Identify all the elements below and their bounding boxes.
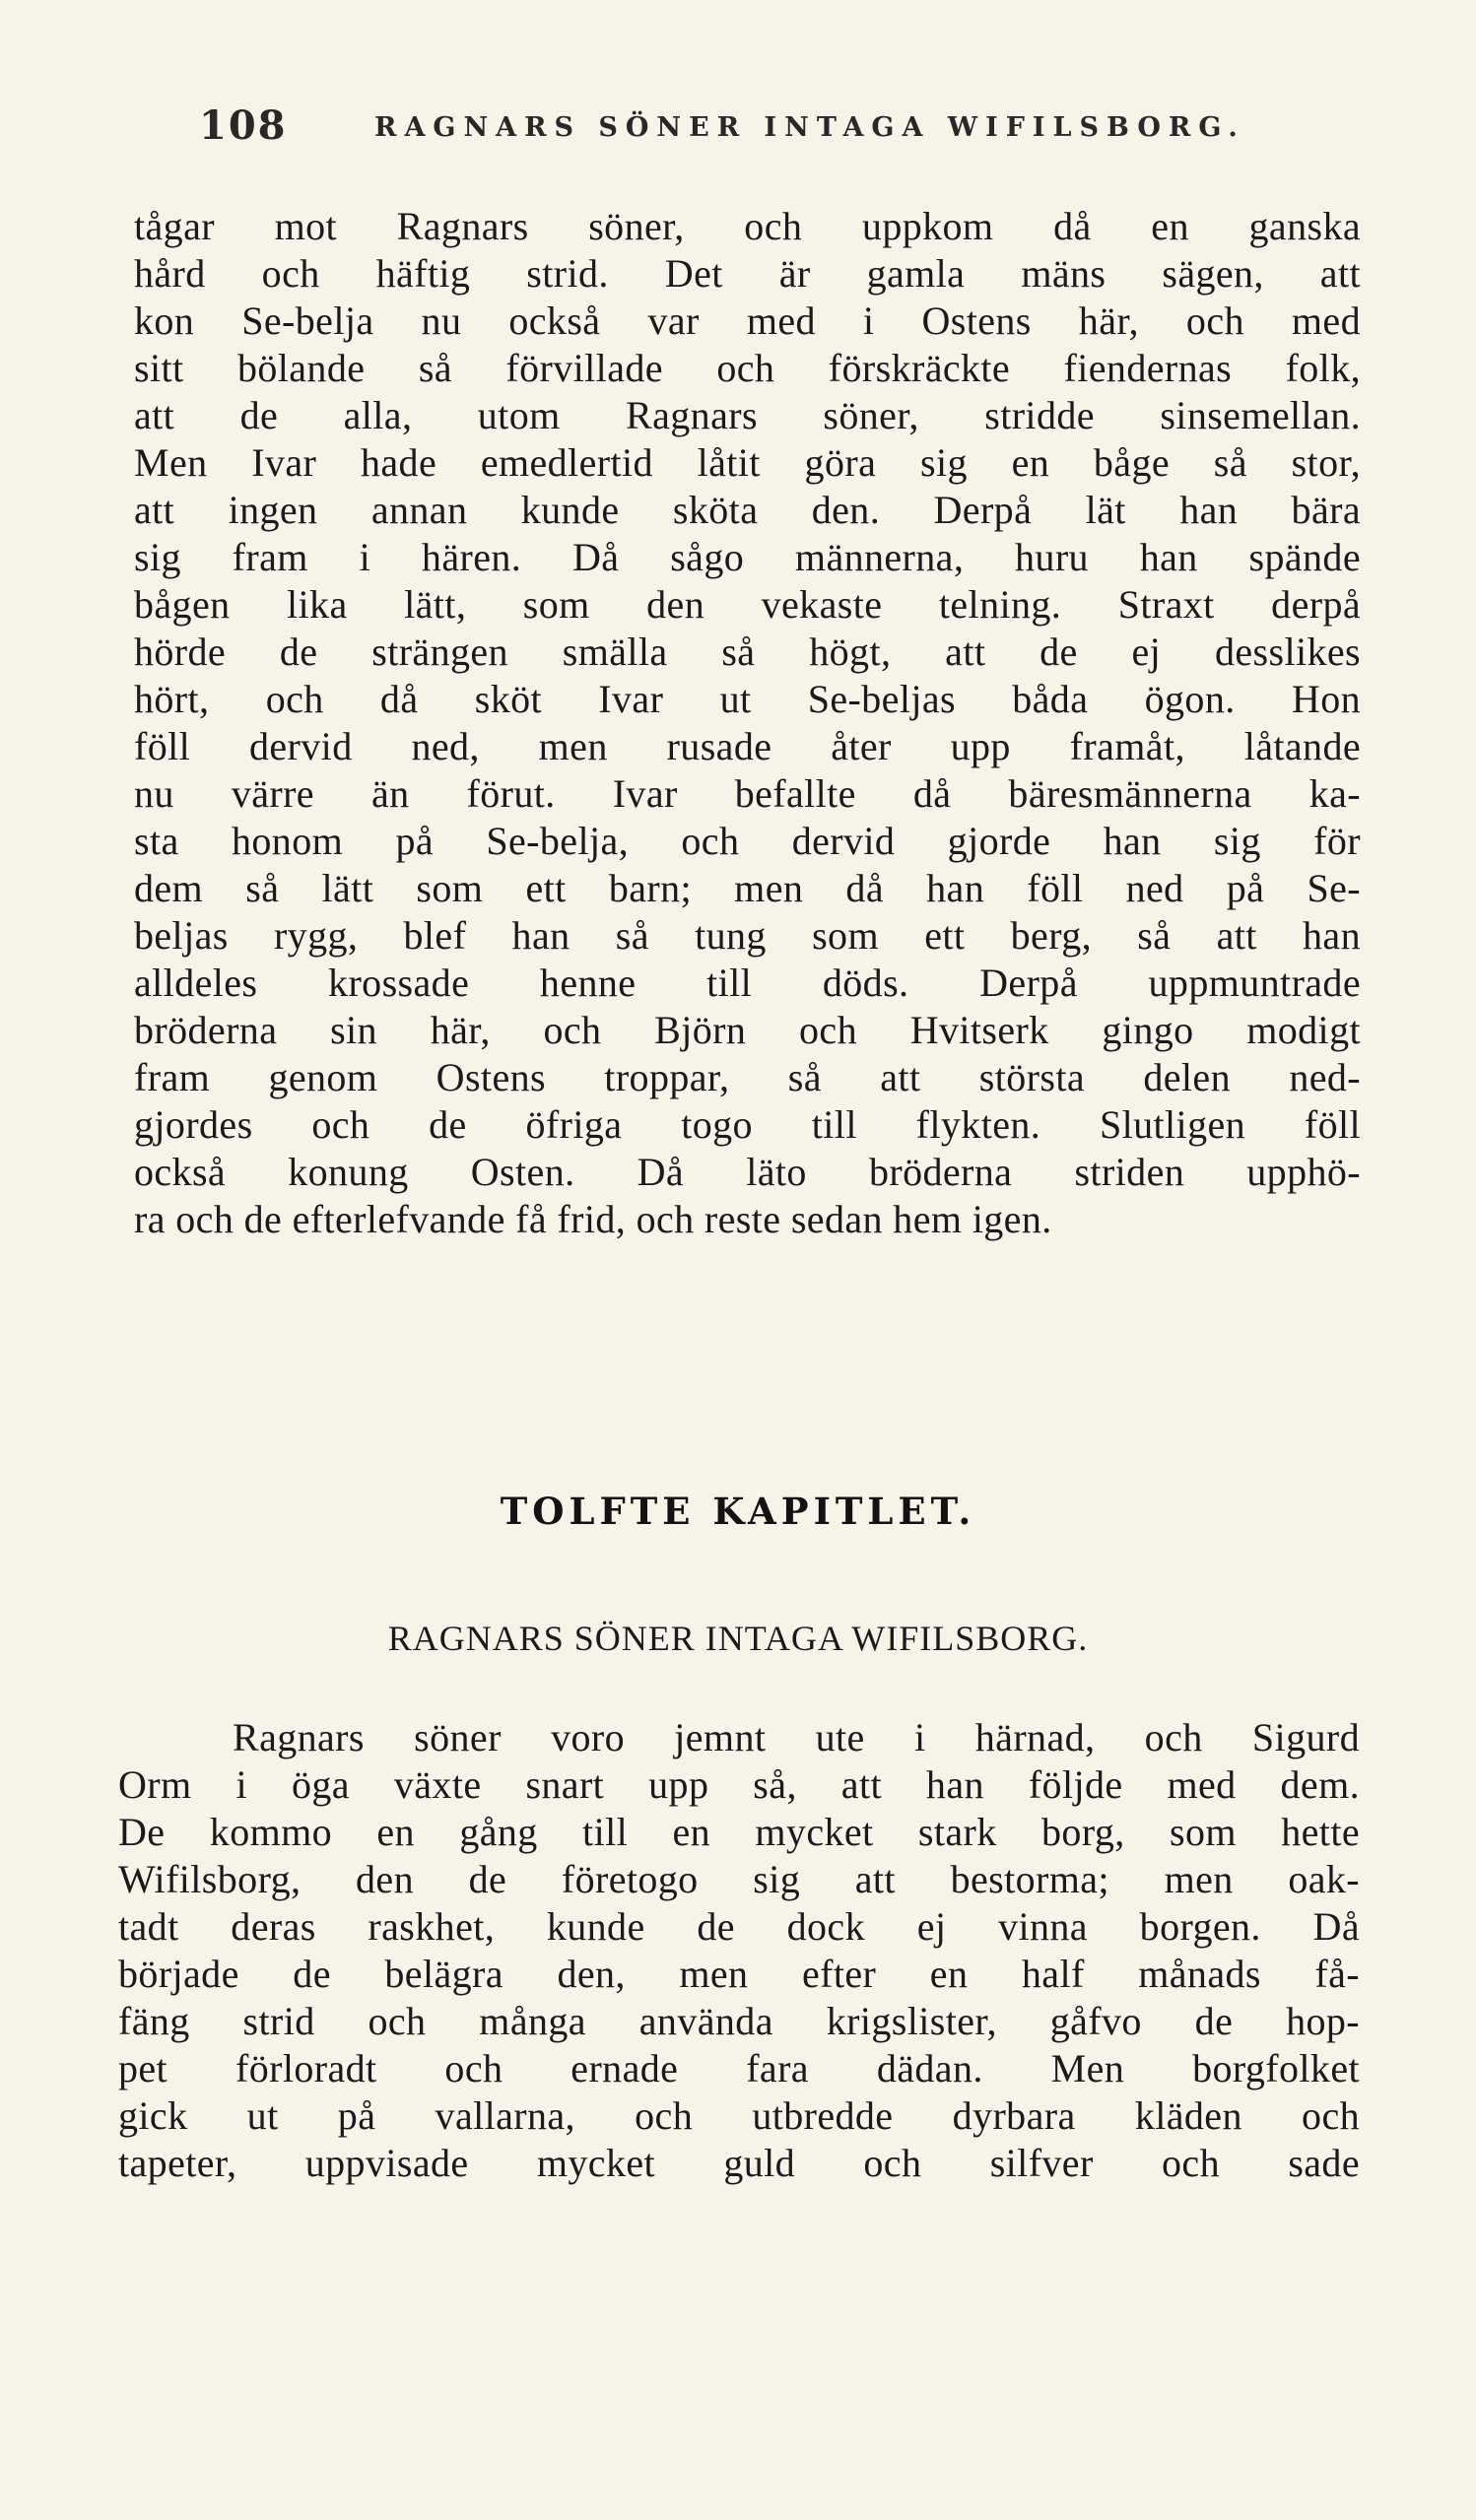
text-line: sta honom på Se-belja, och dervid gjorde han sig för	[134, 819, 1361, 863]
running-head: RAGNARS SÖNER INTAGA WIFILSBORG.	[374, 112, 1245, 143]
text-line: kon Se-belja nu också var med i Ostens här, och med	[134, 298, 1361, 343]
paragraph-2	[118, 1714, 1360, 2187]
page-header	[197, 102, 1360, 162]
text-line: tadt deras raskhet, kunde de dock ej vinna borgen. Då	[118, 1904, 1360, 1949]
text-line: bågen lika lätt, som den vekaste telning. Straxt derpå	[134, 582, 1361, 627]
text-line: började de belägra den, men efter en half månads få-	[118, 1952, 1360, 1996]
text-line: dem så lätt som ett barn; men då han föll ned på Se-	[134, 866, 1361, 910]
text-line: också konung Osten. Då läto bröderna striden upphö-	[134, 1150, 1361, 1194]
text-line: sitt bölande så förvillade och förskräckte fiendernas folk,	[134, 346, 1361, 390]
text-line: fram genom Ostens troppar, så att största delen ned-	[134, 1055, 1361, 1099]
text-line: gjordes och de öfriga togo till flykten. Slutligen föll	[134, 1102, 1361, 1147]
text-line: gick ut på vallarna, och utbredde dyrbara kläden och	[118, 2093, 1360, 2138]
text-line: tågar mot Ragnars söner, och uppkom då en ganska	[134, 204, 1361, 248]
text-line: pet förloradt och ernade fara dädan. Men borgfolket	[118, 2046, 1360, 2090]
paragraph-1	[134, 203, 1361, 1243]
text-line: De kommo en gång till en mycket stark borg, som hette	[118, 1810, 1360, 1854]
text-line: hörde de strängen smälla så högt, att de ej desslikes	[134, 630, 1361, 674]
chapter-heading: TOLFTE KAPITLET.	[500, 1490, 976, 1533]
text-line: bröderna sin här, och Björn och Hvitserk gingo modigt	[134, 1008, 1361, 1052]
text-line: Men Ivar hade emedlertid låtit göra sig en båge så stor,	[134, 440, 1361, 485]
text-line: Wifilsborg, den de företogo sig att bestorma; men oak-	[118, 1857, 1360, 1901]
text-line: hård och häftig strid. Det är gamla mäns sägen, att	[134, 251, 1361, 296]
text-line: ra och de efterlefvande få frid, och reste sedan hem igen.	[134, 1197, 1052, 1241]
text-line: Ragnars söner voro jemnt ute i härnad, och Sigurd	[233, 1715, 1360, 1759]
text-line: hört, och då sköt Ivar ut Se-beljas båda ögon. Hon	[134, 677, 1361, 721]
text-line: föll dervid ned, men rusade åter upp framåt, låtande	[134, 724, 1361, 768]
text-line: tapeter, uppvisade mycket guld och silfver och sade	[118, 2141, 1360, 2185]
text-line: att ingen annan kunde sköta den. Derpå lät han bära	[134, 488, 1361, 532]
text-line: Orm i öga växte snart upp så, att han följde med dem.	[118, 1762, 1360, 1807]
text-line: sig fram i hären. Då sågo männerna, huru han spände	[134, 535, 1361, 579]
text-line: beljas rygg, blef han så tung som ett berg, så att han	[134, 913, 1361, 958]
page-number: 108	[199, 102, 288, 149]
text-line: alldeles krossade henne till döds. Derpå uppmuntrade	[134, 961, 1361, 1005]
text-line: nu värre än förut. Ivar befallte då bäresmännerna ka-	[134, 771, 1361, 816]
text-line: fäng strid och många använda krigslister, gåfvo de hop-	[118, 1999, 1360, 2043]
text-line: att de alla, utom Ragnars söner, stridde sinsemellan.	[134, 393, 1361, 437]
chapter-subtitle: RAGNARS SÖNER INTAGA WIFILSBORG.	[387, 1619, 1089, 1658]
